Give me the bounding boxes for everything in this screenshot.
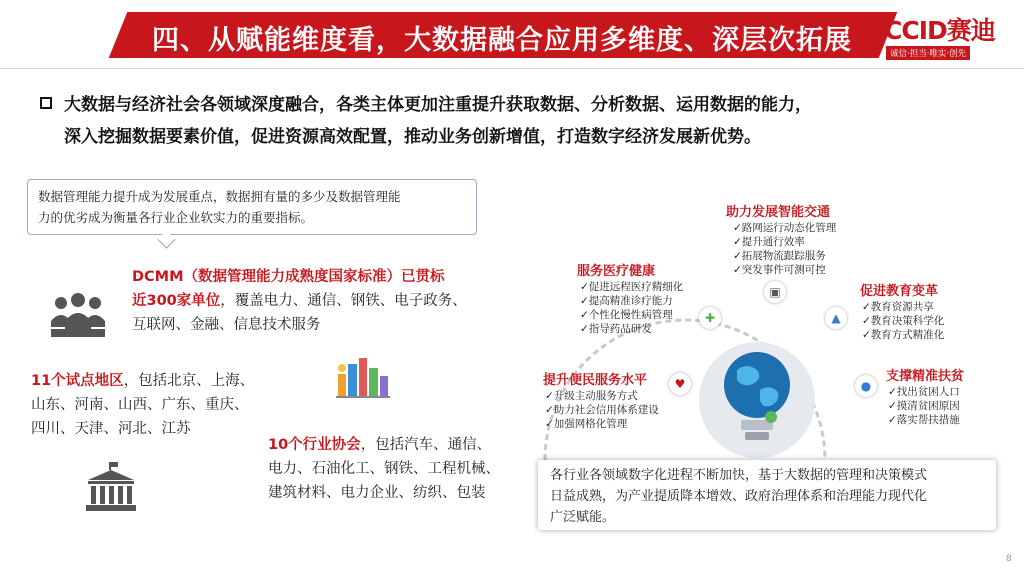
association-block xyxy=(268,433,518,505)
medical-item-2: ✓提高精准诊疗能力 xyxy=(580,295,673,307)
dcmm-line-2 xyxy=(132,289,492,313)
education-item-2: ✓教育决策科学化 xyxy=(862,315,945,327)
summary-box xyxy=(538,460,996,530)
category-education-list xyxy=(862,300,944,342)
people-icon xyxy=(49,291,107,339)
summary-line-3: 广泛赋能。 xyxy=(550,510,616,525)
page-title: 四、从赋能维度看，大数据融合应用多维度、深层次拓展 xyxy=(152,25,852,56)
category-civil-list xyxy=(545,389,659,431)
education-item-3: ✓教育方式精准化 xyxy=(862,329,945,341)
civil-item-2: ✓助力社会信用体系建设 xyxy=(545,404,659,416)
callout-box xyxy=(27,179,477,235)
pilot-line-3: 四川、天津、河北、江苏 xyxy=(31,421,191,437)
pilot-cities-1: ，包括北京、上海、 xyxy=(123,373,255,389)
traffic-item-2: ✓提升通行效率 xyxy=(733,236,805,248)
callout-line-2: 力的优劣成为衡量各行业企业软实力的重要指标。 xyxy=(38,210,314,225)
charity-icon: ♥ xyxy=(669,373,691,395)
medical-icon: ✚ xyxy=(699,307,721,329)
pilot-line-1 xyxy=(31,369,271,393)
traffic-item-4: ✓突发事件可测可控 xyxy=(733,264,826,276)
dcmm-heading: DCMM（数据管理能力成熟度国家标准）已贯标 xyxy=(132,269,445,285)
dcmm-line-3: 互联网、金融、信息技术服务 xyxy=(132,317,321,333)
medical-item-3: ✓个性化慢性病管理 xyxy=(580,309,673,321)
ccid-logo xyxy=(884,18,1012,64)
pilot-count: 11个试点地区 xyxy=(31,373,124,389)
dcmm-coverage: ，覆盖电力、通信、钢铁、电子政务、 xyxy=(220,293,467,309)
poverty-icon: ● xyxy=(855,375,877,397)
category-poverty-list xyxy=(888,385,960,427)
summary-text xyxy=(550,465,990,528)
civil-item-3: ✓加强网格化管理 xyxy=(545,418,628,430)
summary-line-1: 各行业各领域数字化进程不断加快，基于大数据的管理和决策模式 xyxy=(550,468,928,483)
callout-line-1: 数据管理能力提升成为发展重点，数据拥有量的多少及数据管理能 xyxy=(38,189,401,204)
assoc-line-2: 电力、石油化工、钢铁、工程机械、 xyxy=(268,461,500,477)
assoc-line-1 xyxy=(268,433,518,457)
assoc-line-3: 建筑材料、电力企业、纺织、包装 xyxy=(268,485,486,501)
pilot-block xyxy=(31,369,271,441)
category-traffic-title: 助力发展智能交通 xyxy=(726,205,831,220)
category-traffic-list xyxy=(733,221,836,277)
lead-line-2: 深入挖掘数据要素价值，促进资源高效配置，推动业务创新增值，打造数字经济发展新优势。 xyxy=(64,127,761,147)
category-medical-list xyxy=(580,280,683,336)
poverty-item-1: ✓找出贫困人口 xyxy=(888,386,960,398)
traffic-item-3: ✓拓展物流跟踪服务 xyxy=(733,250,826,262)
assoc-rest-1: ，包括汽车、通信、 xyxy=(360,437,492,453)
category-poverty-title: 支撑精准扶贫 xyxy=(886,369,965,384)
category-civil-title: 提升便民服务水平 xyxy=(543,373,648,388)
education-item-1: ✓教育资源共享 xyxy=(862,301,934,313)
header-divider xyxy=(0,68,1024,69)
lead-text xyxy=(64,89,1014,153)
title-band xyxy=(0,12,1024,58)
category-education-title: 促进教育变革 xyxy=(860,284,939,299)
poverty-item-2: ✓摸清贫困原因 xyxy=(888,400,960,412)
education-icon: ▲ xyxy=(825,307,847,329)
dcmm-block xyxy=(132,265,492,337)
callout-text xyxy=(38,186,468,228)
medical-item-1: ✓促进远程医疗精细化 xyxy=(580,281,684,293)
page-number: 8 xyxy=(1006,554,1012,564)
civil-item-1: ✓升级主动服务方式 xyxy=(545,390,638,402)
assoc-count: 10个行业协会 xyxy=(268,437,361,453)
medical-item-4: ✓指导药品研发 xyxy=(580,323,652,335)
dcmm-count: 近300家单位 xyxy=(132,293,221,309)
logo-slogan: 诚信·担当·唯实·创先 xyxy=(886,46,970,60)
lead-line-1: 大数据与经济社会各领域深度融合，各类主体更加注重提升获取数据、分析数据、运用数据的能力， xyxy=(64,95,812,115)
category-medical-title: 服务医疗健康 xyxy=(577,264,656,279)
logo-text: CCID赛迪 xyxy=(884,16,995,45)
square-bullet-icon xyxy=(40,97,52,109)
bus-icon: ▣ xyxy=(764,281,786,303)
summary-line-2: 日益成熟，为产业提质降本增效、政府治理体系和治理能力现代化 xyxy=(550,489,928,504)
city-icon xyxy=(334,352,392,400)
building-icon xyxy=(84,462,138,512)
traffic-item-1: ✓路网运行动态化管理 xyxy=(733,222,837,234)
poverty-item-3: ✓落实帮扶措施 xyxy=(888,414,960,426)
pilot-line-2: 山东、河南、山西、广东、重庆、 xyxy=(31,397,249,413)
